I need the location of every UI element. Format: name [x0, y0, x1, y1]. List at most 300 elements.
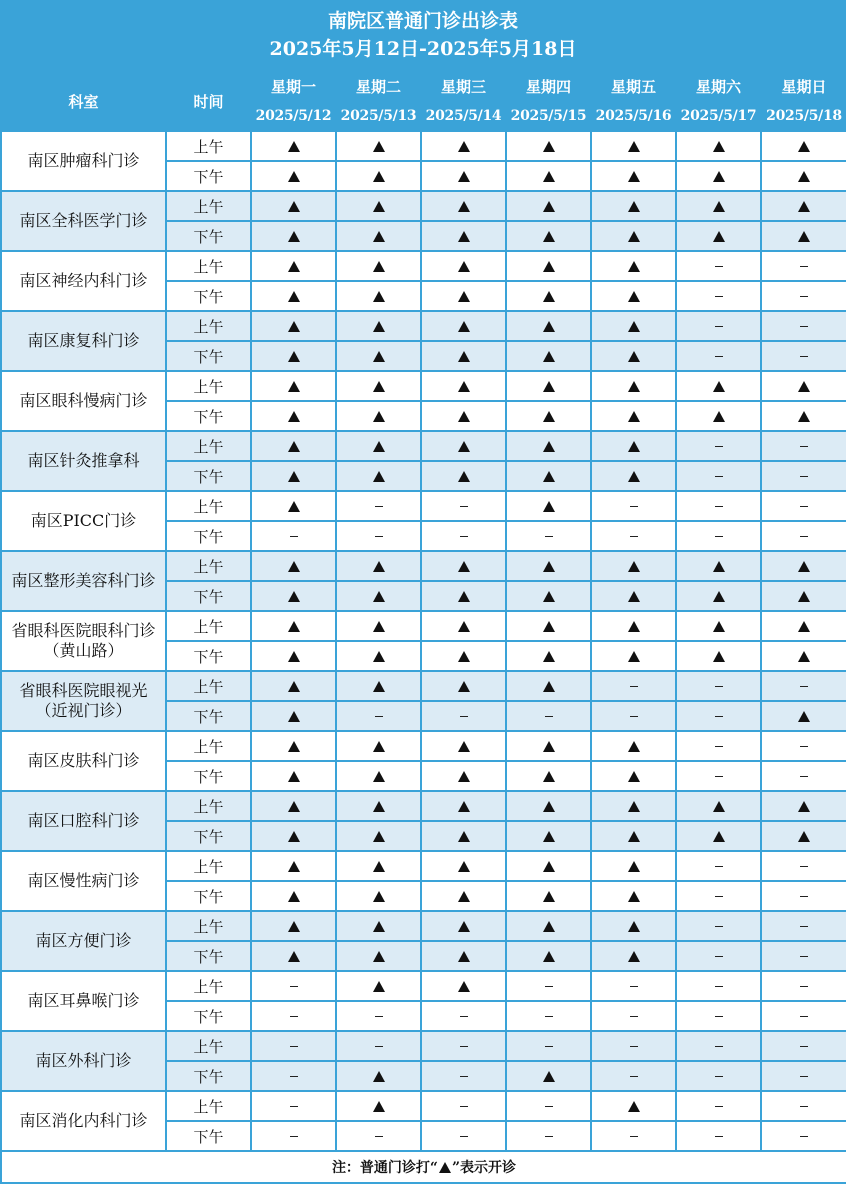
clinic-open-cell	[336, 731, 421, 761]
clinic-closed-cell	[591, 1001, 676, 1031]
clinic-open-cell	[251, 941, 336, 971]
clinic-open-cell	[591, 611, 676, 641]
time-slot: 上午	[166, 311, 251, 341]
clinic-open-cell	[676, 611, 761, 641]
open-triangle-icon	[288, 471, 300, 482]
clinic-open-cell	[506, 131, 591, 161]
clinic-open-cell	[251, 731, 336, 761]
clinic-closed-cell	[761, 1121, 846, 1151]
closed-dash-icon	[715, 536, 723, 537]
dept-name	[1, 971, 166, 1031]
clinic-open-cell	[251, 221, 336, 251]
dept-name-line: 南区耳鼻喉门诊	[27, 991, 140, 1010]
clinic-open-cell	[506, 911, 591, 941]
clinic-closed-cell	[676, 1061, 761, 1091]
weekday-header: 星期六	[676, 71, 761, 101]
dept-name-line: 省眼科医院眼科门诊	[11, 621, 156, 640]
dept-name	[1, 671, 166, 731]
closed-dash-icon	[800, 356, 808, 357]
closed-dash-icon	[630, 986, 638, 987]
date-header: 2025/5/17	[676, 101, 761, 131]
clinic-closed-cell	[421, 1001, 506, 1031]
closed-dash-icon	[460, 536, 468, 537]
clinic-open-cell	[421, 641, 506, 671]
schedule-table	[0, 70, 846, 1184]
dept-name	[1, 911, 166, 971]
date-header: 2025/5/16	[591, 101, 676, 131]
weekday-header: 星期四	[506, 71, 591, 101]
open-triangle-icon	[288, 411, 300, 422]
open-triangle-icon	[628, 591, 640, 602]
clinic-closed-cell	[251, 1031, 336, 1061]
open-triangle-icon	[373, 651, 385, 662]
clinic-closed-cell	[251, 1121, 336, 1151]
open-triangle-icon	[628, 741, 640, 752]
open-triangle-icon	[628, 201, 640, 212]
time-slot: 上午	[166, 131, 251, 161]
open-triangle-icon	[373, 561, 385, 572]
clinic-open-cell	[336, 821, 421, 851]
closed-dash-icon	[545, 1016, 553, 1017]
closed-dash-icon	[715, 266, 723, 267]
open-triangle-icon	[288, 951, 300, 962]
closed-dash-icon	[800, 1106, 808, 1107]
closed-dash-icon	[290, 1106, 298, 1107]
clinic-open-cell	[506, 611, 591, 641]
closed-dash-icon	[460, 1076, 468, 1077]
clinic-closed-cell	[421, 701, 506, 731]
dept-name	[1, 1091, 166, 1151]
clinic-closed-cell	[336, 491, 421, 521]
dept-name-line: 南区PICC门诊	[30, 511, 137, 530]
closed-dash-icon	[715, 926, 723, 927]
clinic-open-cell	[506, 641, 591, 671]
open-triangle-icon	[543, 441, 555, 452]
open-triangle-icon	[458, 981, 470, 992]
open-triangle-icon	[543, 321, 555, 332]
closed-dash-icon	[800, 536, 808, 537]
time-slot: 上午	[166, 731, 251, 761]
open-triangle-icon	[798, 141, 810, 152]
clinic-closed-cell	[676, 701, 761, 731]
clinic-open-cell	[336, 191, 421, 221]
clinic-open-cell	[591, 761, 676, 791]
clinic-open-cell	[251, 491, 336, 521]
closed-dash-icon	[375, 1016, 383, 1017]
open-triangle-icon	[713, 201, 725, 212]
closed-dash-icon	[290, 1016, 298, 1017]
open-triangle-icon	[628, 651, 640, 662]
clinic-open-cell	[251, 251, 336, 281]
open-triangle-icon	[628, 561, 640, 572]
open-triangle-icon	[543, 651, 555, 662]
open-triangle-icon	[373, 381, 385, 392]
open-triangle-icon	[798, 651, 810, 662]
closed-dash-icon	[630, 1046, 638, 1047]
open-triangle-icon	[543, 501, 555, 512]
open-triangle-icon	[458, 411, 470, 422]
date-header: 2025/5/15	[506, 101, 591, 131]
open-triangle-icon	[628, 801, 640, 812]
weekday-header: 星期三	[421, 71, 506, 101]
dept-name	[1, 791, 166, 851]
clinic-closed-cell	[761, 431, 846, 461]
open-triangle-icon	[288, 561, 300, 572]
open-triangle-icon	[458, 591, 470, 602]
open-triangle-icon	[798, 801, 810, 812]
open-triangle-icon	[458, 561, 470, 572]
open-triangle-icon	[373, 801, 385, 812]
open-triangle-icon	[458, 621, 470, 632]
time-slot: 上午	[166, 611, 251, 641]
clinic-open-cell	[421, 821, 506, 851]
open-triangle-icon	[373, 261, 385, 272]
time-slot: 下午	[166, 161, 251, 191]
clinic-open-cell	[336, 371, 421, 401]
clinic-closed-cell	[676, 671, 761, 701]
table-row	[1, 491, 846, 521]
dept-name	[1, 491, 166, 551]
open-triangle-icon	[288, 921, 300, 932]
clinic-closed-cell	[591, 671, 676, 701]
open-triangle-icon	[628, 321, 640, 332]
time-slot: 上午	[166, 1031, 251, 1061]
clinic-closed-cell	[676, 521, 761, 551]
clinic-open-cell	[251, 851, 336, 881]
clinic-open-cell	[761, 791, 846, 821]
clinic-open-cell	[676, 371, 761, 401]
closed-dash-icon	[460, 716, 468, 717]
open-triangle-icon	[458, 681, 470, 692]
open-triangle-icon	[288, 771, 300, 782]
open-triangle-icon	[458, 291, 470, 302]
open-triangle-icon	[628, 1101, 640, 1112]
clinic-closed-cell	[591, 1031, 676, 1061]
open-triangle-icon	[543, 591, 555, 602]
clinic-open-cell	[506, 371, 591, 401]
closed-dash-icon	[715, 1106, 723, 1107]
open-triangle-icon	[628, 261, 640, 272]
clinic-closed-cell	[251, 1091, 336, 1121]
open-triangle-icon	[373, 291, 385, 302]
closed-dash-icon	[800, 446, 808, 447]
clinic-open-cell	[336, 941, 421, 971]
time-slot: 下午	[166, 1121, 251, 1151]
closed-dash-icon	[545, 536, 553, 537]
clinic-open-cell	[251, 311, 336, 341]
open-triangle-icon	[373, 471, 385, 482]
clinic-closed-cell	[761, 731, 846, 761]
open-triangle-icon	[288, 381, 300, 392]
table-row	[1, 191, 846, 221]
open-triangle-icon	[288, 141, 300, 152]
clinic-open-cell	[421, 941, 506, 971]
open-triangle-icon	[713, 831, 725, 842]
open-triangle-icon	[713, 171, 725, 182]
clinic-open-cell	[591, 941, 676, 971]
open-triangle-icon	[628, 951, 640, 962]
open-triangle-icon	[458, 141, 470, 152]
clinic-closed-cell	[761, 671, 846, 701]
clinic-closed-cell	[676, 761, 761, 791]
clinic-open-cell	[506, 671, 591, 701]
closed-dash-icon	[715, 746, 723, 747]
clinic-closed-cell	[761, 281, 846, 311]
clinic-open-cell	[336, 581, 421, 611]
clinic-open-cell	[676, 161, 761, 191]
clinic-open-cell	[761, 371, 846, 401]
closed-dash-icon	[715, 1016, 723, 1017]
open-triangle-icon	[458, 471, 470, 482]
open-triangle-icon	[288, 621, 300, 632]
open-triangle-icon	[288, 711, 300, 722]
open-triangle-icon	[373, 1101, 385, 1112]
time-slot: 下午	[166, 1001, 251, 1031]
open-triangle-icon	[373, 411, 385, 422]
clinic-closed-cell	[421, 1121, 506, 1151]
closed-dash-icon	[375, 506, 383, 507]
clinic-closed-cell	[761, 911, 846, 941]
closed-dash-icon	[715, 716, 723, 717]
clinic-closed-cell	[591, 491, 676, 521]
open-triangle-icon	[373, 891, 385, 902]
clinic-closed-cell	[506, 1001, 591, 1031]
clinic-open-cell	[251, 341, 336, 371]
clinic-open-cell	[506, 401, 591, 431]
clinic-open-cell	[676, 581, 761, 611]
clinic-open-cell	[591, 401, 676, 431]
clinic-closed-cell	[676, 491, 761, 521]
closed-dash-icon	[375, 716, 383, 717]
clinic-open-cell	[336, 251, 421, 281]
closed-dash-icon	[715, 356, 723, 357]
clinic-open-cell	[336, 881, 421, 911]
clinic-open-cell	[336, 461, 421, 491]
clinic-open-cell	[421, 551, 506, 581]
clinic-open-cell	[421, 371, 506, 401]
open-triangle-icon	[713, 141, 725, 152]
time-slot: 上午	[166, 191, 251, 221]
closed-dash-icon	[460, 1106, 468, 1107]
closed-dash-icon	[800, 926, 808, 927]
clinic-closed-cell	[761, 971, 846, 1001]
open-triangle-icon	[458, 381, 470, 392]
open-triangle-icon	[373, 141, 385, 152]
clinic-closed-cell	[591, 521, 676, 551]
dept-name	[1, 1031, 166, 1091]
open-triangle-icon	[543, 771, 555, 782]
weekday-header: 星期二	[336, 71, 421, 101]
time-slot: 上午	[166, 671, 251, 701]
open-triangle-icon	[628, 411, 640, 422]
open-triangle-icon	[458, 441, 470, 452]
clinic-open-cell	[506, 461, 591, 491]
open-triangle-icon	[373, 861, 385, 872]
open-triangle-icon	[713, 801, 725, 812]
clinic-closed-cell	[421, 1091, 506, 1121]
dept-name-line: 南区口腔科门诊	[27, 811, 140, 830]
closed-dash-icon	[715, 896, 723, 897]
clinic-open-cell	[591, 911, 676, 941]
clinic-closed-cell	[676, 341, 761, 371]
legend-note	[1, 1151, 846, 1183]
open-triangle-icon	[288, 351, 300, 362]
open-triangle-icon	[798, 231, 810, 242]
open-triangle-icon	[543, 261, 555, 272]
clinic-open-cell	[506, 251, 591, 281]
clinic-open-cell	[336, 311, 421, 341]
clinic-open-cell	[336, 1061, 421, 1091]
clinic-open-cell	[251, 641, 336, 671]
clinic-open-cell	[421, 131, 506, 161]
open-triangle-icon	[713, 381, 725, 392]
clinic-closed-cell	[251, 1001, 336, 1031]
clinic-open-cell	[591, 461, 676, 491]
open-triangle-icon	[373, 171, 385, 182]
clinic-closed-cell	[676, 971, 761, 1001]
open-triangle-icon	[373, 921, 385, 932]
time-slot: 上午	[166, 911, 251, 941]
closed-dash-icon	[800, 1076, 808, 1077]
clinic-closed-cell	[761, 1061, 846, 1091]
table-row	[1, 251, 846, 281]
clinic-open-cell	[251, 401, 336, 431]
closed-dash-icon	[375, 536, 383, 537]
closed-dash-icon	[800, 686, 808, 687]
clinic-open-cell	[506, 791, 591, 821]
clinic-open-cell	[506, 221, 591, 251]
clinic-open-cell	[761, 551, 846, 581]
clinic-open-cell	[251, 431, 336, 461]
time-slot: 上午	[166, 491, 251, 521]
clinic-closed-cell	[676, 251, 761, 281]
clinic-open-cell	[421, 851, 506, 881]
table-row	[1, 851, 846, 881]
dept-name	[1, 431, 166, 491]
time-slot: 下午	[166, 401, 251, 431]
dept-name-line: 南区神经内科门诊	[19, 271, 148, 290]
clinic-open-cell	[421, 611, 506, 641]
weekday-header: 星期日	[761, 71, 846, 101]
clinic-closed-cell	[506, 1091, 591, 1121]
closed-dash-icon	[545, 1106, 553, 1107]
open-triangle-icon	[288, 831, 300, 842]
closed-dash-icon	[800, 986, 808, 987]
dept-header: 科室	[1, 71, 166, 131]
time-slot: 上午	[166, 851, 251, 881]
clinic-open-cell	[591, 131, 676, 161]
open-triangle-icon	[458, 951, 470, 962]
closed-dash-icon	[545, 716, 553, 717]
clinic-open-cell	[591, 431, 676, 461]
clinic-open-cell	[591, 251, 676, 281]
clinic-open-cell	[421, 431, 506, 461]
dept-name-line: （近视门诊）	[35, 701, 132, 720]
clinic-open-cell	[591, 191, 676, 221]
clinic-closed-cell	[761, 521, 846, 551]
closed-dash-icon	[715, 1136, 723, 1137]
dept-name-line: 南区慢性病门诊	[27, 871, 140, 890]
clinic-open-cell	[421, 761, 506, 791]
clinic-open-cell	[421, 311, 506, 341]
closed-dash-icon	[630, 1016, 638, 1017]
clinic-open-cell	[336, 401, 421, 431]
note-prefix: 注：普通门诊打“	[331, 1160, 438, 1176]
open-triangle-icon	[798, 711, 810, 722]
date-range: 2025年5月12日-2025年5月18日	[269, 38, 577, 60]
dept-name-line: （黄山路）	[43, 641, 124, 660]
open-triangle-icon	[373, 231, 385, 242]
clinic-open-cell	[421, 731, 506, 761]
open-marker-icon	[439, 1162, 451, 1173]
clinic-closed-cell	[336, 1031, 421, 1061]
open-triangle-icon	[543, 291, 555, 302]
open-triangle-icon	[713, 411, 725, 422]
open-triangle-icon	[713, 591, 725, 602]
clinic-closed-cell	[591, 971, 676, 1001]
clinic-open-cell	[251, 551, 336, 581]
closed-dash-icon	[800, 896, 808, 897]
table-row	[1, 971, 846, 1001]
table-row	[1, 131, 846, 161]
clinic-open-cell	[421, 161, 506, 191]
clinic-open-cell	[251, 131, 336, 161]
clinic-closed-cell	[761, 461, 846, 491]
clinic-open-cell	[591, 821, 676, 851]
closed-dash-icon	[800, 1016, 808, 1017]
open-triangle-icon	[288, 591, 300, 602]
closed-dash-icon	[800, 956, 808, 957]
dept-name	[1, 191, 166, 251]
clinic-closed-cell	[761, 761, 846, 791]
clinic-open-cell	[421, 881, 506, 911]
clinic-closed-cell	[676, 941, 761, 971]
closed-dash-icon	[800, 506, 808, 507]
closed-dash-icon	[800, 746, 808, 747]
open-triangle-icon	[798, 381, 810, 392]
time-slot: 下午	[166, 821, 251, 851]
open-triangle-icon	[543, 681, 555, 692]
clinic-open-cell	[506, 581, 591, 611]
closed-dash-icon	[800, 866, 808, 867]
open-triangle-icon	[288, 231, 300, 242]
schedule-body	[1, 131, 846, 1151]
clinic-open-cell	[676, 131, 761, 161]
open-triangle-icon	[373, 621, 385, 632]
clinic-closed-cell	[761, 1001, 846, 1031]
clinic-closed-cell	[676, 281, 761, 311]
time-slot: 上午	[166, 791, 251, 821]
open-triangle-icon	[628, 471, 640, 482]
dept-name-line: 南区方便门诊	[35, 931, 132, 950]
closed-dash-icon	[800, 266, 808, 267]
clinic-open-cell	[336, 161, 421, 191]
closed-dash-icon	[290, 536, 298, 537]
open-triangle-icon	[373, 831, 385, 842]
clinic-open-cell	[251, 821, 336, 851]
time-slot: 上午	[166, 551, 251, 581]
open-triangle-icon	[543, 861, 555, 872]
date-header: 2025/5/18	[761, 101, 846, 131]
open-triangle-icon	[288, 291, 300, 302]
table-row	[1, 1031, 846, 1061]
clinic-closed-cell	[761, 941, 846, 971]
clinic-open-cell	[506, 191, 591, 221]
clinic-open-cell	[336, 341, 421, 371]
closed-dash-icon	[630, 1076, 638, 1077]
time-slot: 上午	[166, 251, 251, 281]
closed-dash-icon	[715, 1076, 723, 1077]
